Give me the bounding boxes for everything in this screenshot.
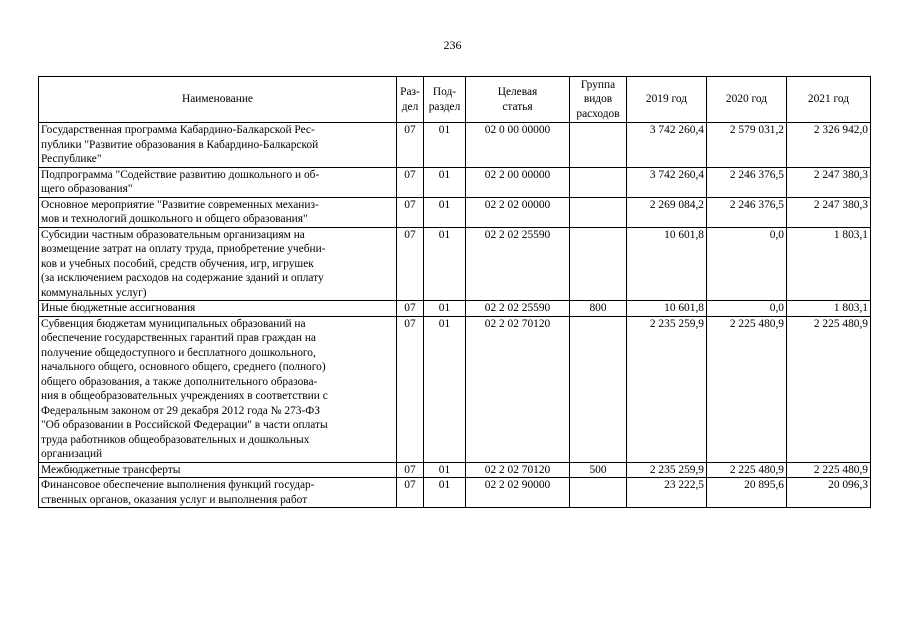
row-target: 02 2 00 00000: [466, 167, 570, 197]
row-name-line: Основное мероприятие "Развитие современных механиз-: [41, 198, 319, 211]
row-value-2021: 2 225 480,9: [787, 316, 871, 462]
row-value-2020: 2 246 376,5: [707, 167, 787, 197]
table-row: [39, 462, 871, 478]
row-group: 500: [570, 462, 627, 478]
row-name-line: мов и технологий дошкольного и общего образования": [41, 213, 308, 225]
row-value-2019: 2 235 259,9: [627, 462, 707, 478]
table-row: [39, 197, 871, 227]
row-name-line: публики "Развитие образования в Кабардино-Балкарской: [41, 138, 319, 151]
row-name: [39, 462, 397, 478]
col-target-header: Целевая статья: [466, 77, 570, 123]
row-value-2020: 2 579 031,2: [707, 123, 787, 168]
row-name-line: возмещение затрат на оплату труда, приобретение учебни-: [41, 243, 326, 255]
row-target: 02 2 02 00000: [466, 197, 570, 227]
row-value-2021: 2 247 380,3: [787, 167, 871, 197]
table-row: [39, 167, 871, 197]
page-number: 236: [443, 38, 462, 52]
row-group: [570, 478, 627, 508]
header-row: [39, 77, 871, 123]
row-section: 07: [397, 167, 424, 197]
row-name-line: ственных органов, оказания услуг и выполнения работ: [41, 493, 308, 506]
row-name-line: коммунальных услуг): [41, 286, 147, 299]
col-subsection-header: Под- раздел: [424, 77, 466, 123]
row-section: 07: [397, 197, 424, 227]
row-value-2019: 23 222,5: [627, 478, 707, 508]
row-subsection: 01: [424, 227, 466, 301]
row-name-line: общего образования, а также дополнительного образова-: [41, 375, 318, 388]
row-name-line: "Об образовании в Российской Федерации" в части оплаты: [41, 419, 328, 431]
row-section: 07: [397, 462, 424, 478]
row-value-2019: 3 742 260,4: [627, 167, 707, 197]
row-name: [39, 478, 397, 508]
row-name-line: Иные бюджетные ассигнования: [41, 302, 196, 314]
row-name-line: Межбюджетные трансферты: [41, 463, 181, 476]
row-name-line: ков и учебных пособий, средств обучения, игр, игрушек: [41, 257, 314, 270]
row-name-line: ния в общеобразовательных учреждениях в соответствии с: [41, 390, 328, 402]
row-value-2020: 0,0: [707, 227, 787, 301]
row-subsection: 01: [424, 478, 466, 508]
row-name-line: обеспечение государственных гарантий прав граждан на: [41, 332, 316, 344]
row-value-2021: 1 803,1: [787, 227, 871, 301]
row-group: [570, 123, 627, 168]
row-subsection: 01: [424, 316, 466, 462]
col-section-header: Раз- дел: [397, 77, 424, 123]
row-section: 07: [397, 316, 424, 462]
row-value-2020: 2 246 376,5: [707, 197, 787, 227]
row-subsection: 01: [424, 197, 466, 227]
row-group: [570, 197, 627, 227]
col-2019-header: 2019 год: [627, 77, 707, 123]
row-name-line: щего образования": [41, 183, 133, 195]
row-subsection: 01: [424, 167, 466, 197]
row-section: 07: [397, 227, 424, 301]
row-name-line: получение общедоступного и бесплатного дошкольного,: [41, 346, 316, 359]
row-name-line: начального общего, основного общего, среднего (полного): [41, 361, 326, 373]
row-target: 02 2 02 25590: [466, 301, 570, 317]
row-target: 02 2 02 25590: [466, 227, 570, 301]
row-subsection: 01: [424, 301, 466, 317]
row-target: 02 0 00 00000: [466, 123, 570, 168]
row-target: 02 2 02 70120: [466, 462, 570, 478]
row-section: 07: [397, 301, 424, 317]
table-row: [39, 123, 871, 168]
table-body: [39, 123, 871, 508]
col-2021-header: 2021 год: [787, 77, 871, 123]
row-name-line: Федеральным законом от 29 декабря 2012 года № 273-ФЗ: [41, 404, 320, 417]
row-name: [39, 197, 397, 227]
row-name-line: Субсидии частным образовательным организациям на: [41, 228, 305, 241]
row-value-2020: 0,0: [707, 301, 787, 317]
row-value-2021: 2 247 380,3: [787, 197, 871, 227]
row-value-2021: 1 803,1: [787, 301, 871, 317]
row-name-line: Субвенция бюджетам муниципальных образований на: [41, 317, 306, 330]
row-value-2020: 2 225 480,9: [707, 316, 787, 462]
row-name: [39, 123, 397, 168]
row-value-2020: 2 225 480,9: [707, 462, 787, 478]
row-group: [570, 167, 627, 197]
row-name-line: (за исключением расходов на содержание зданий и оплату: [41, 272, 324, 284]
col-group-header: Группа видов расходов: [570, 77, 627, 123]
row-name-line: организаций: [41, 448, 103, 460]
row-name-line: труда работников общеобразовательных и дошкольных: [41, 433, 310, 446]
row-name-line: Государственная программа Кабардино-Балкарской Рес-: [41, 124, 315, 136]
row-section: 07: [397, 478, 424, 508]
row-target: 02 2 02 90000: [466, 478, 570, 508]
row-value-2019: 2 235 259,9: [627, 316, 707, 462]
row-value-2021: 20 096,3: [787, 478, 871, 508]
row-section: 07: [397, 123, 424, 168]
row-name: [39, 316, 397, 462]
row-group: 800: [570, 301, 627, 317]
row-name: [39, 167, 397, 197]
row-subsection: 01: [424, 462, 466, 478]
row-group: [570, 316, 627, 462]
row-value-2021: 2 225 480,9: [787, 462, 871, 478]
row-value-2019: 3 742 260,4: [627, 123, 707, 168]
row-name: [39, 301, 397, 317]
table-row: [39, 301, 871, 317]
budget-table: [38, 76, 871, 508]
table-row: [39, 316, 871, 462]
row-name-line: Подпрограмма "Содействие развитию дошкольного и об-: [41, 168, 320, 181]
col-2020-header: 2020 год: [707, 77, 787, 123]
row-value-2020: 20 895,6: [707, 478, 787, 508]
row-name-line: Республике": [41, 153, 102, 165]
table-row: [39, 478, 871, 508]
row-value-2019: 10 601,8: [627, 301, 707, 317]
row-value-2019: 2 269 084,2: [627, 197, 707, 227]
row-value-2019: 10 601,8: [627, 227, 707, 301]
row-target: 02 2 02 70120: [466, 316, 570, 462]
row-name: [39, 227, 397, 301]
col-name-header: Наименование: [39, 77, 397, 123]
table-row: [39, 227, 871, 301]
row-group: [570, 227, 627, 301]
row-value-2021: 2 326 942,0: [787, 123, 871, 168]
row-subsection: 01: [424, 123, 466, 168]
row-name-line: Финансовое обеспечение выполнения функций государ-: [41, 479, 315, 491]
